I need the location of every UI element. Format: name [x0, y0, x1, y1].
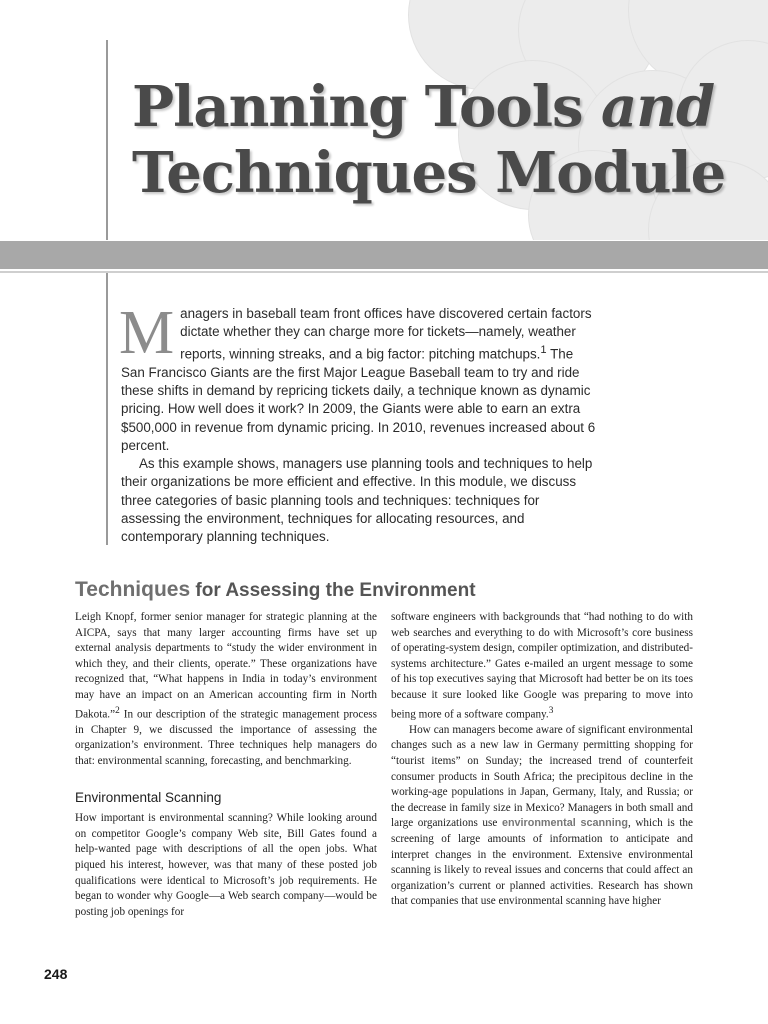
right-paragraph-1: software engineers with backgrounds that “had nothing to do with web searches and everything to do with Microsoft’s core business of operating-system design, compiler optimization, and distributed-systems architecture.” Gates e-mailed an urgent message to some of his top executives saying that Microsoft had better be on its toes because it sure looked like Google was preparing to move into being more of a software company.$^3$	[391, 611, 693, 721]
key-term: environmental scanning	[501, 817, 628, 830]
title-line1-b: and	[600, 74, 715, 140]
left-column	[75, 610, 377, 920]
subheading-environmental-scanning: Environmental Scanning	[75, 789, 222, 805]
intro-paragraph-1: Managers in baseball team front offices have discovered certain factors dictate whether they can charge more for tickets—namely, weather reports, winning streaks, and a big factor: pitching matchups.$^1$ The San Francisco Giants are the first Major League Baseball team to try and ride these shifts in demand by repricing tickets daily, a technique known as dynamic pricing. How well does it work? In 2009, the Giants were able to earn an extra $500,000 in revenue from dynamic pricing. In 2010, revenues increased about 6 percent.	[119, 299, 596, 453]
page-title	[132, 74, 725, 206]
title-line1-a: Planning Tools	[132, 74, 601, 140]
right-paragraph-2: How can managers become aware of significant environmental changes such as a new law in Germany permitting shopping for “tourist items” on Sunday; the increased trend of counterfeit consumer products in South Africa; the precipitous decline in the working-age populations in Japan, Germany, Italy, and Russia; or the decrease in family size in Mexico? Managers in both small and large organizations use environmental scanning, which is the screening of large amounts of information to anticipate and interpret changes in the environment. Extensive environmental scanning is likely to reveal issues and concerns that could affect an organization’s current or planned activities. Research has shown that companies that use environmental scanning have higher	[391, 723, 693, 908]
section-heading: Techniques for Assessing the Environment	[75, 578, 476, 601]
left-paragraph-2: How important is environmental scanning? While looking around on competitor Google’s company Web site, Bill Gates found a help-wanted page with descriptions of all the open jobs. What piqued his interest, however, was that many of these posted job qualifications were identical to Microsoft’s job requirements. He began to wonder why Google—a Web search company—would be posting job openings for	[75, 812, 377, 918]
page-number: 248	[44, 966, 68, 982]
drop-cap: M	[119, 299, 175, 367]
header-band-line	[0, 271, 768, 273]
title-accent-bar	[106, 40, 108, 240]
left-paragraph-1: Leigh Knopf, former senior manager for strategic planning at the AICPA, says that many larger accounting firms have set up external analysis departments to “study the wider environment in which they, and their clients, operate.” These organizations have recognized that, “What happens in India in today’s environment may have an impact on an American accounting firm in North Dakota.”$^2$ In our description of the strategic management process in Chapter 9, we discussed the importance of assessing the organization’s environment. Three techniques help managers do that: environmental scanning, forecasting, and benchmarking.	[75, 611, 377, 768]
intro-accent-bar	[106, 273, 108, 545]
title-line2: Techniques Module	[132, 140, 726, 206]
right-column	[391, 610, 693, 910]
intro-block	[119, 299, 597, 546]
header-band	[0, 241, 768, 269]
intro-paragraph-2: As this example shows, managers use planning tools and techniques to help their organizations be more efficient and effective. In this module, we discuss three categories of basic planning tools and techniques: techniques for assessing the environment, techniques for allocating resources, and contemporary planning techniques.	[121, 456, 593, 544]
